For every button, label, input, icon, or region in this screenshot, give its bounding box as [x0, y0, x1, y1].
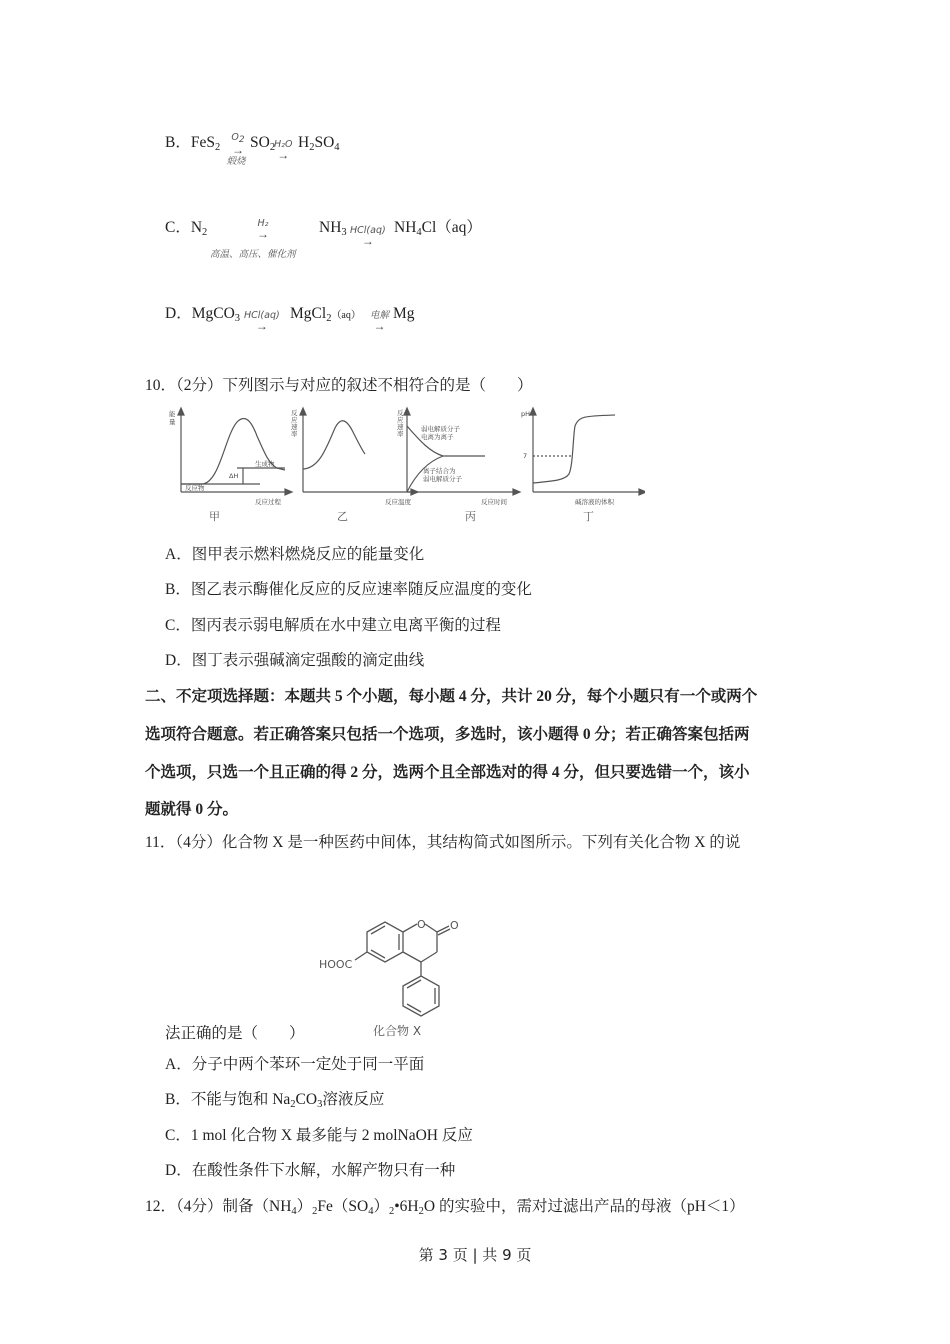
subscript: 2: [238, 135, 245, 145]
reaction-arrow-1: [248, 219, 278, 239]
q11-stem-continued: 法正确的是（ ）: [165, 1025, 305, 1042]
svg-text:生成物: 生成物: [255, 460, 275, 468]
arrow-icon: →: [277, 148, 290, 162]
svg-text:乙: 乙: [337, 510, 348, 523]
svg-text:HOOC: HOOC: [319, 958, 353, 971]
subscript: 2: [312, 1206, 318, 1217]
option-text: 溶液反应: [322, 1091, 385, 1108]
q11-option-a: A．分子中两个苯环一定处于同一平面: [165, 1056, 425, 1073]
condition: 高温、高压、催化剂: [210, 249, 296, 260]
subscript: 3: [317, 1099, 323, 1110]
section2-line-1: 二、不定项选择题：本题共 5 个小题，每小题 4 分，共计 20 分，每个小题只有一个或两个: [145, 688, 758, 705]
figure-bing: [404, 408, 520, 495]
formula: N: [190, 219, 203, 236]
svg-text:量: 量: [169, 418, 176, 426]
svg-text:丙: 丙: [465, 510, 476, 523]
subscript: 2: [202, 227, 208, 238]
formula: NH: [394, 219, 417, 236]
q9-option-c-product: [319, 218, 347, 243]
svg-text:应: 应: [291, 416, 298, 424]
subscript: 2: [389, 1206, 395, 1217]
q11-option-c: C．1 mol 化合物 X 最多能与 2 molNaOH 反应: [165, 1127, 473, 1144]
stem-text: ）: [296, 1198, 313, 1215]
svg-text:甲: 甲: [209, 510, 220, 523]
section2-line-2: 选项符合题意。若正确答案只包括一个选项，多选时，该小题得 0 分；若正确答案包括两: [145, 726, 750, 743]
condition: 煅烧: [226, 156, 246, 167]
subscript: 2: [269, 142, 276, 153]
svg-text:反应时间: 反应时间: [481, 498, 507, 506]
stem-text: O 的实验中，需对过滤出产品的母液（pH＜1）: [423, 1198, 745, 1215]
q12-stem: [145, 1197, 745, 1222]
formula: NH: [319, 219, 342, 236]
svg-text:能: 能: [169, 410, 176, 418]
reaction-arrow-2: [350, 226, 386, 246]
subscript: 2: [214, 142, 221, 153]
subscript: 2: [418, 1206, 424, 1217]
option-label: C．: [165, 219, 191, 236]
svg-text:率: 率: [291, 430, 298, 438]
section2-line-3: 个选项，只选一个且正确的得 2 分，选两个且全部选对的得 4 分，但只要选错一个，该小: [145, 764, 750, 781]
figure-ding: [530, 408, 645, 495]
subscript: 2: [309, 142, 315, 153]
arrow-icon: →: [373, 319, 386, 333]
q9-option-b-final: [298, 133, 340, 158]
stem-text: •6H: [394, 1198, 419, 1215]
figure-jia: [178, 408, 292, 495]
svg-text:ΔH: ΔH: [229, 472, 239, 480]
svg-text:弱电解质分子: 弱电解质分子: [423, 475, 462, 483]
subscript: 4: [334, 142, 340, 153]
q10-option-b: B．图乙表示酶催化反应的反应速率随反应温度的变化: [165, 581, 532, 598]
q9-option-c: [165, 218, 207, 243]
subscript: 3: [341, 227, 347, 238]
formula: MgCO: [191, 305, 235, 322]
state-label: （aq）: [331, 310, 361, 321]
q10-figures: [165, 406, 645, 524]
q11-option-b: [165, 1090, 384, 1115]
q11-option-d: D．在酸性条件下水解，水解产物只有一种: [165, 1162, 456, 1179]
page-footer: 第 3 页 | 共 9 页: [418, 1246, 532, 1264]
condition: 电解: [370, 310, 390, 321]
reaction-arrow-2: [274, 140, 292, 160]
formula: SO: [250, 134, 270, 151]
q11-stem: 11．（4分）化合物 X 是一种医药中间体，其结构简式如图所示。下列有关化合物 X 的说: [145, 834, 741, 851]
svg-text:率: 率: [397, 430, 404, 438]
condition: HCl(aq): [244, 310, 280, 321]
svg-text:反应物: 反应物: [185, 484, 205, 492]
svg-text:7: 7: [523, 452, 528, 460]
arrow-icon: →: [232, 143, 244, 157]
arrow-icon: →: [255, 319, 268, 333]
q9-option-d-final: [393, 304, 415, 324]
svg-text:化合物 X: 化合物 X: [373, 1024, 422, 1038]
svg-text:反: 反: [291, 409, 298, 417]
subscript: 4: [416, 227, 422, 238]
svg-text:反应过程: 反应过程: [255, 498, 281, 506]
arrow-icon: →: [361, 234, 374, 248]
section2-line-4: 题就得 0 分。: [145, 801, 239, 818]
svg-text:速: 速: [291, 423, 298, 431]
stem-text: Fe（SO: [317, 1198, 369, 1215]
formula: Mg: [393, 305, 415, 322]
svg-text:电离为离子: 电离为离子: [421, 433, 454, 441]
formula: FeS: [190, 134, 215, 151]
q10-option-a: A．图甲表示燃料燃烧反应的能量变化: [165, 546, 425, 563]
svg-text:pH: pH: [521, 410, 531, 418]
reaction-arrow-2: [370, 311, 389, 331]
condition: O: [231, 132, 239, 143]
subscript: 4: [291, 1206, 297, 1217]
q9-option-d-product: [290, 304, 361, 329]
q9-option-c-final: [394, 218, 482, 243]
svg-text:应: 应: [397, 416, 404, 424]
q9-option-b-product: [250, 133, 275, 158]
formula: H: [298, 134, 310, 151]
formula: Cl（aq）: [421, 219, 482, 236]
subscript: 4: [368, 1206, 374, 1217]
condition: HCl(aq): [350, 225, 386, 236]
subscript: 2: [290, 1099, 296, 1110]
reaction-arrow-1: [244, 311, 280, 331]
svg-text:O: O: [450, 919, 459, 932]
option-label: B．: [165, 134, 191, 151]
q9-option-d: [165, 304, 240, 329]
svg-text:反应温度: 反应温度: [385, 498, 411, 506]
compound-x-structure: [315, 912, 465, 1040]
svg-text:O: O: [417, 918, 426, 931]
option-text: CO: [295, 1091, 318, 1108]
subscript: 3: [234, 313, 241, 324]
reaction-arrow-1: [226, 132, 247, 169]
formula: SO: [314, 134, 335, 151]
q10-option-d: D．图丁表示强碱滴定强酸的滴定曲线: [165, 652, 425, 669]
option-label: D．: [165, 305, 192, 322]
subscript: 2: [326, 313, 332, 324]
q9-option-b: [165, 133, 220, 158]
svg-text:碱溶液的体积: 碱溶液的体积: [575, 498, 614, 506]
condition: H₂: [257, 218, 269, 229]
svg-text:速: 速: [397, 423, 404, 431]
svg-text:离子结合为: 离子结合为: [423, 467, 456, 475]
option-text: B．不能与饱和 Na: [165, 1091, 291, 1108]
svg-text:反: 反: [397, 409, 404, 417]
svg-text:丁: 丁: [583, 510, 594, 523]
q10-option-c: C．图丙表示弱电解质在水中建立电离平衡的过程: [165, 617, 501, 634]
arrow-icon: →: [257, 227, 269, 241]
stem-text: ）: [373, 1198, 389, 1215]
condition: H₂O: [274, 139, 293, 150]
stem-text: 12．（4分）制备（NH: [145, 1198, 292, 1215]
formula: MgCl: [290, 305, 327, 322]
q10-stem: 10．（2分）下列图示与对应的叙述不相符合的是（ ）: [145, 377, 533, 394]
svg-text:弱电解质分子: 弱电解质分子: [421, 425, 460, 433]
